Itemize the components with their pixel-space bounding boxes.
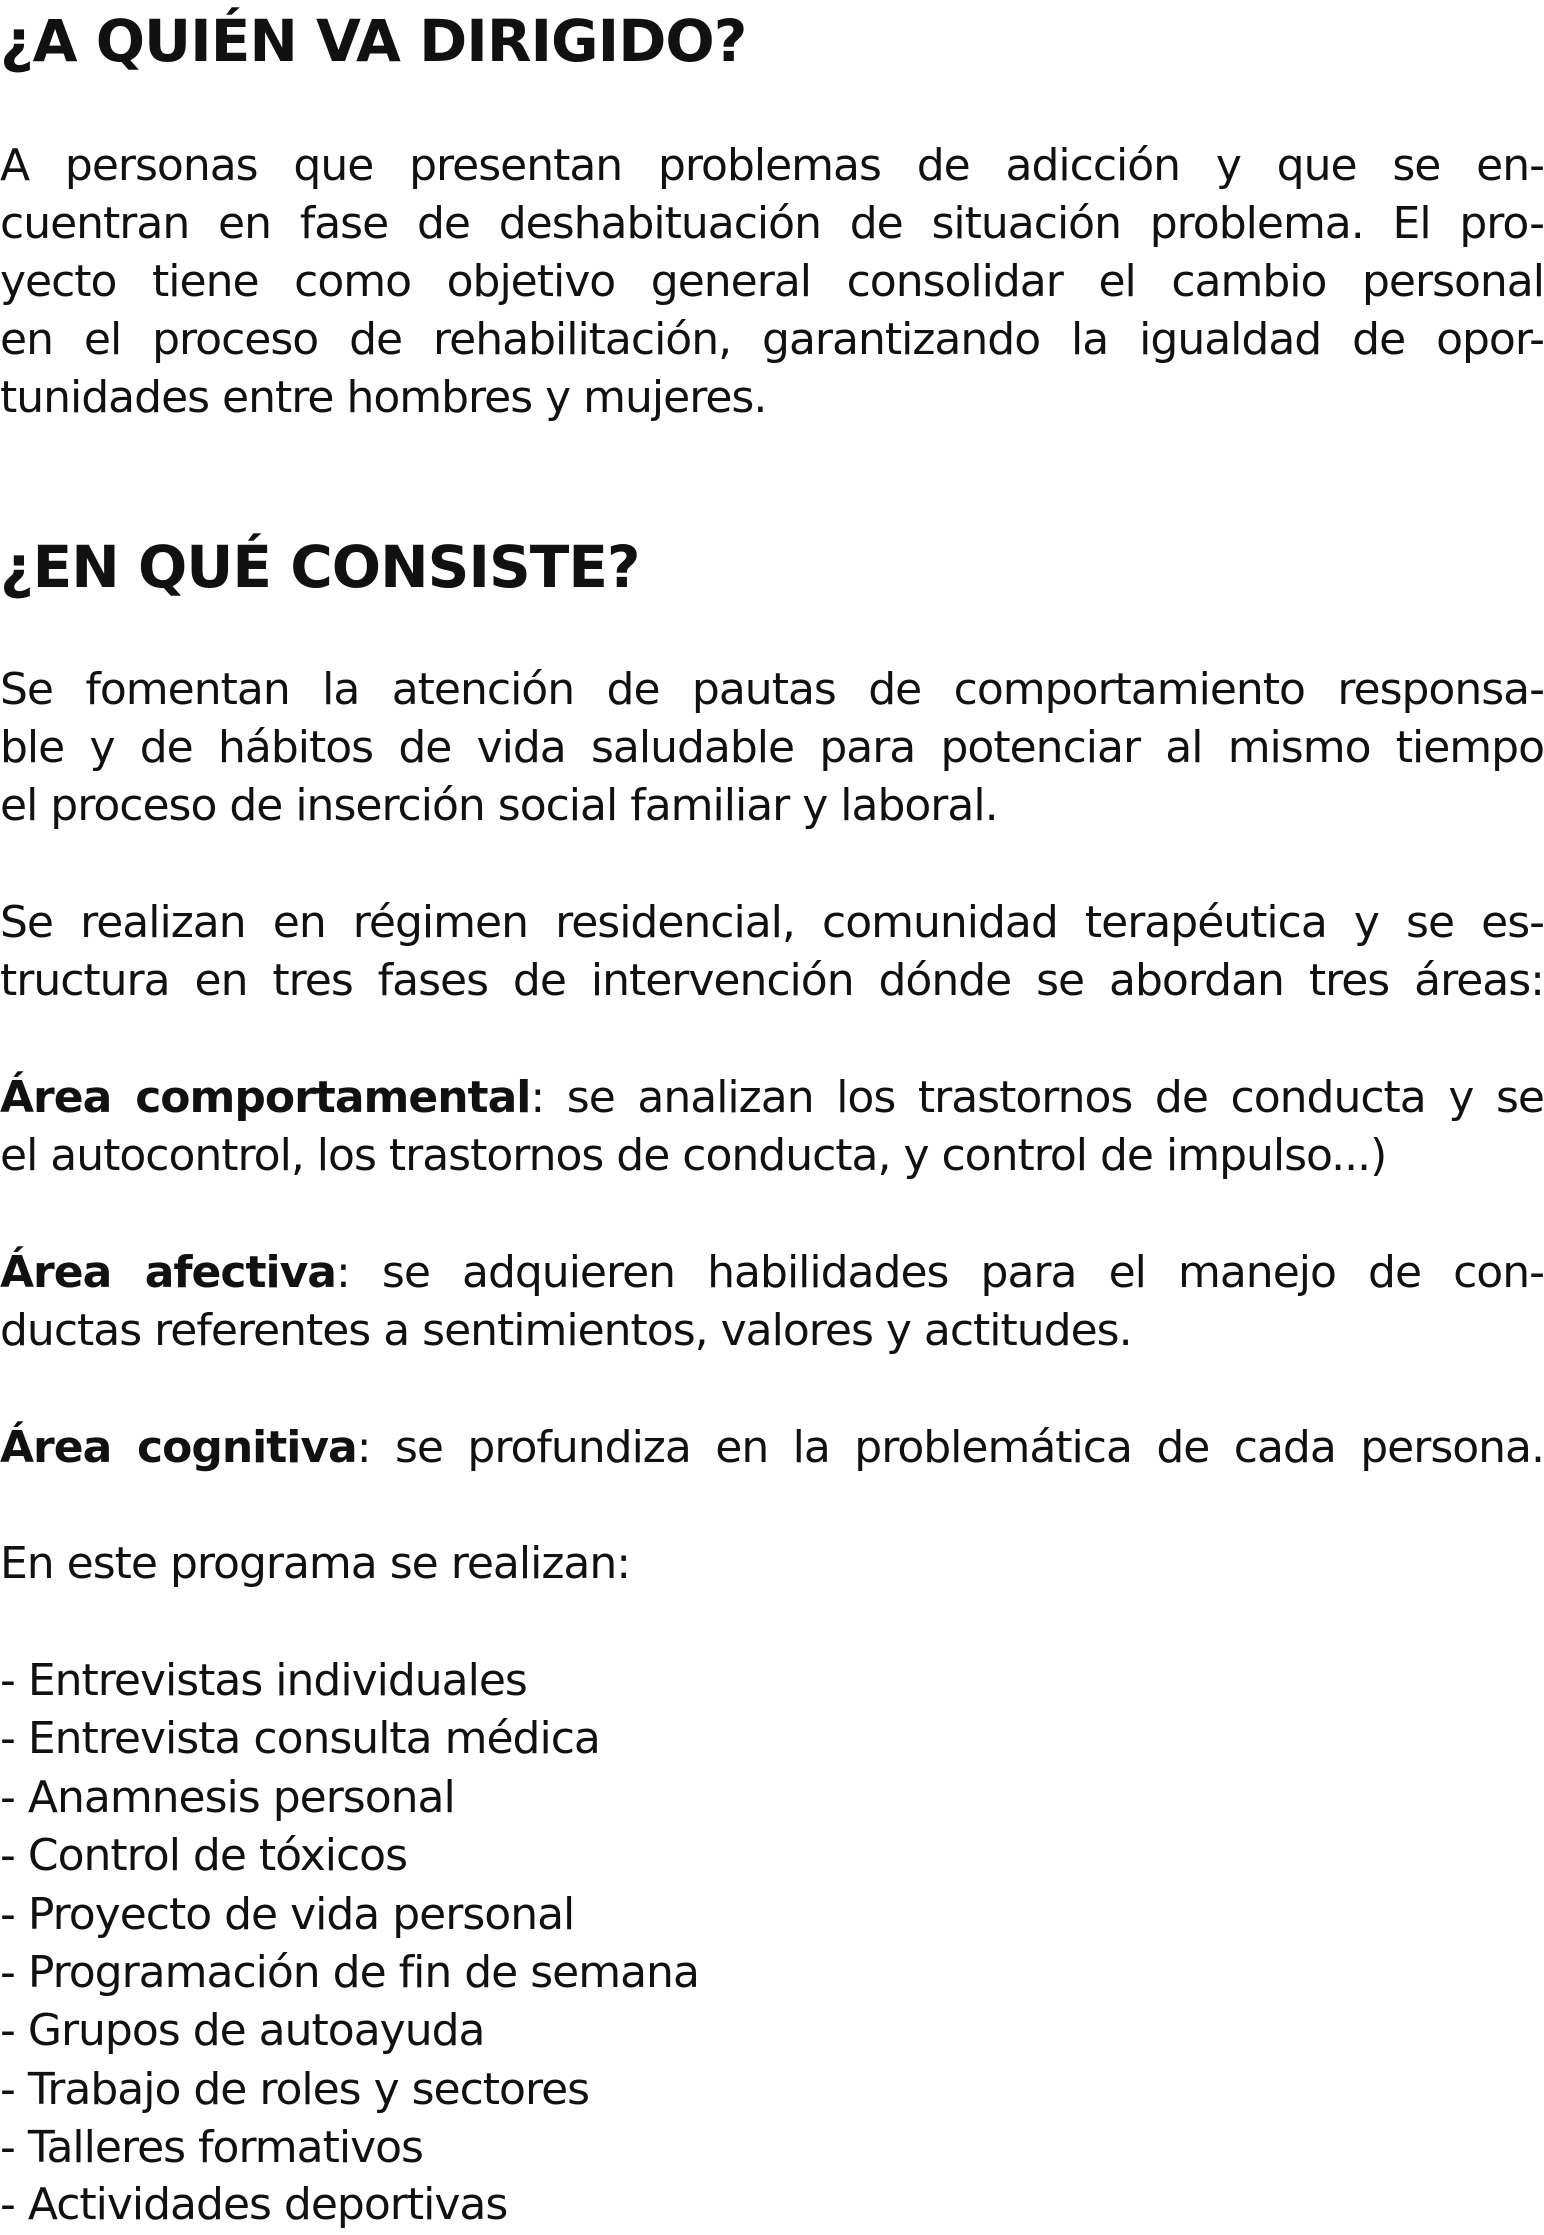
program-list-item: - Entrevistas individuales bbox=[0, 1655, 527, 1706]
area-cognitiva-label: Área cognitiva bbox=[0, 1422, 357, 1473]
paragraph-line: en el proceso de rehabilitación, garantizando la igualdad de opor- bbox=[0, 314, 1544, 365]
paragraph-line: ductas referentes a sentimientos, valores y actitudes. bbox=[0, 1305, 1132, 1356]
paragraph-line: cuentran en fase de deshabituación de situación problema. El pro- bbox=[0, 198, 1544, 249]
area-comportamental-line bbox=[0, 1069, 1544, 1127]
paragraph-line: tructura en tres fases de intervención dónde se abordan tres áreas: bbox=[0, 955, 1544, 1006]
program-list-item: - Grupos de autoayuda bbox=[0, 2005, 485, 2056]
program-list-item: - Entrevista consulta médica bbox=[0, 1713, 600, 1764]
paragraph-line: yecto tiene como objetivo general consolidar el cambio personal bbox=[0, 256, 1544, 307]
area-afectiva-label: Área afectiva bbox=[0, 1247, 336, 1298]
paragraph-line: Se fomentan la atención de pautas de comportamiento responsa- bbox=[0, 664, 1544, 715]
heading-en-que-consiste: ¿EN QUÉ CONSISTE? bbox=[0, 533, 640, 601]
program-intro: En este programa se realizan: bbox=[0, 1538, 631, 1589]
area-cognitiva-line bbox=[0, 1419, 1544, 1477]
program-list-item: - Proyecto de vida personal bbox=[0, 1889, 575, 1940]
program-list-item: - Trabajo de roles y sectores bbox=[0, 2064, 590, 2115]
paragraph-line: ble y de hábitos de vida saludable para potenciar al mismo tiempo bbox=[0, 722, 1544, 773]
area-comportamental-label: Área comportamental bbox=[0, 1072, 531, 1123]
program-list-item: - Anamnesis personal bbox=[0, 1772, 455, 1823]
program-list-item: - Control de tóxicos bbox=[0, 1830, 408, 1881]
program-list-item: - Talleres formativos bbox=[0, 2122, 423, 2173]
paragraph-line: tunidades entre hombres y mujeres. bbox=[0, 372, 767, 423]
program-list-item: - Programación de fin de semana bbox=[0, 1947, 699, 1998]
area-afectiva-line bbox=[0, 1244, 1544, 1302]
area-afectiva-text: : se adquieren habilidades para el manejo de con- bbox=[335, 1247, 1544, 1298]
paragraph-line: A personas que presentan problemas de adicción y que se en- bbox=[0, 140, 1544, 191]
paragraph-line: Se realizan en régimen residencial, comunidad terapéutica y se es- bbox=[0, 897, 1544, 948]
paragraph-line: el autocontrol, los trastornos de conducta, y control de impulso...) bbox=[0, 1130, 1387, 1181]
program-list-item: - Actividades deportivas bbox=[0, 2179, 508, 2230]
area-cognitiva-text: : se profundiza en la problemática de cada persona. bbox=[356, 1422, 1544, 1473]
area-comportamental-text: : se analizan los trastornos de conducta y se bbox=[530, 1072, 1544, 1123]
paragraph-line: el proceso de inserción social familiar y laboral. bbox=[0, 780, 998, 831]
heading-a-quien-va-dirigido: ¿A QUIÉN VA DIRIGIDO? bbox=[0, 7, 747, 75]
